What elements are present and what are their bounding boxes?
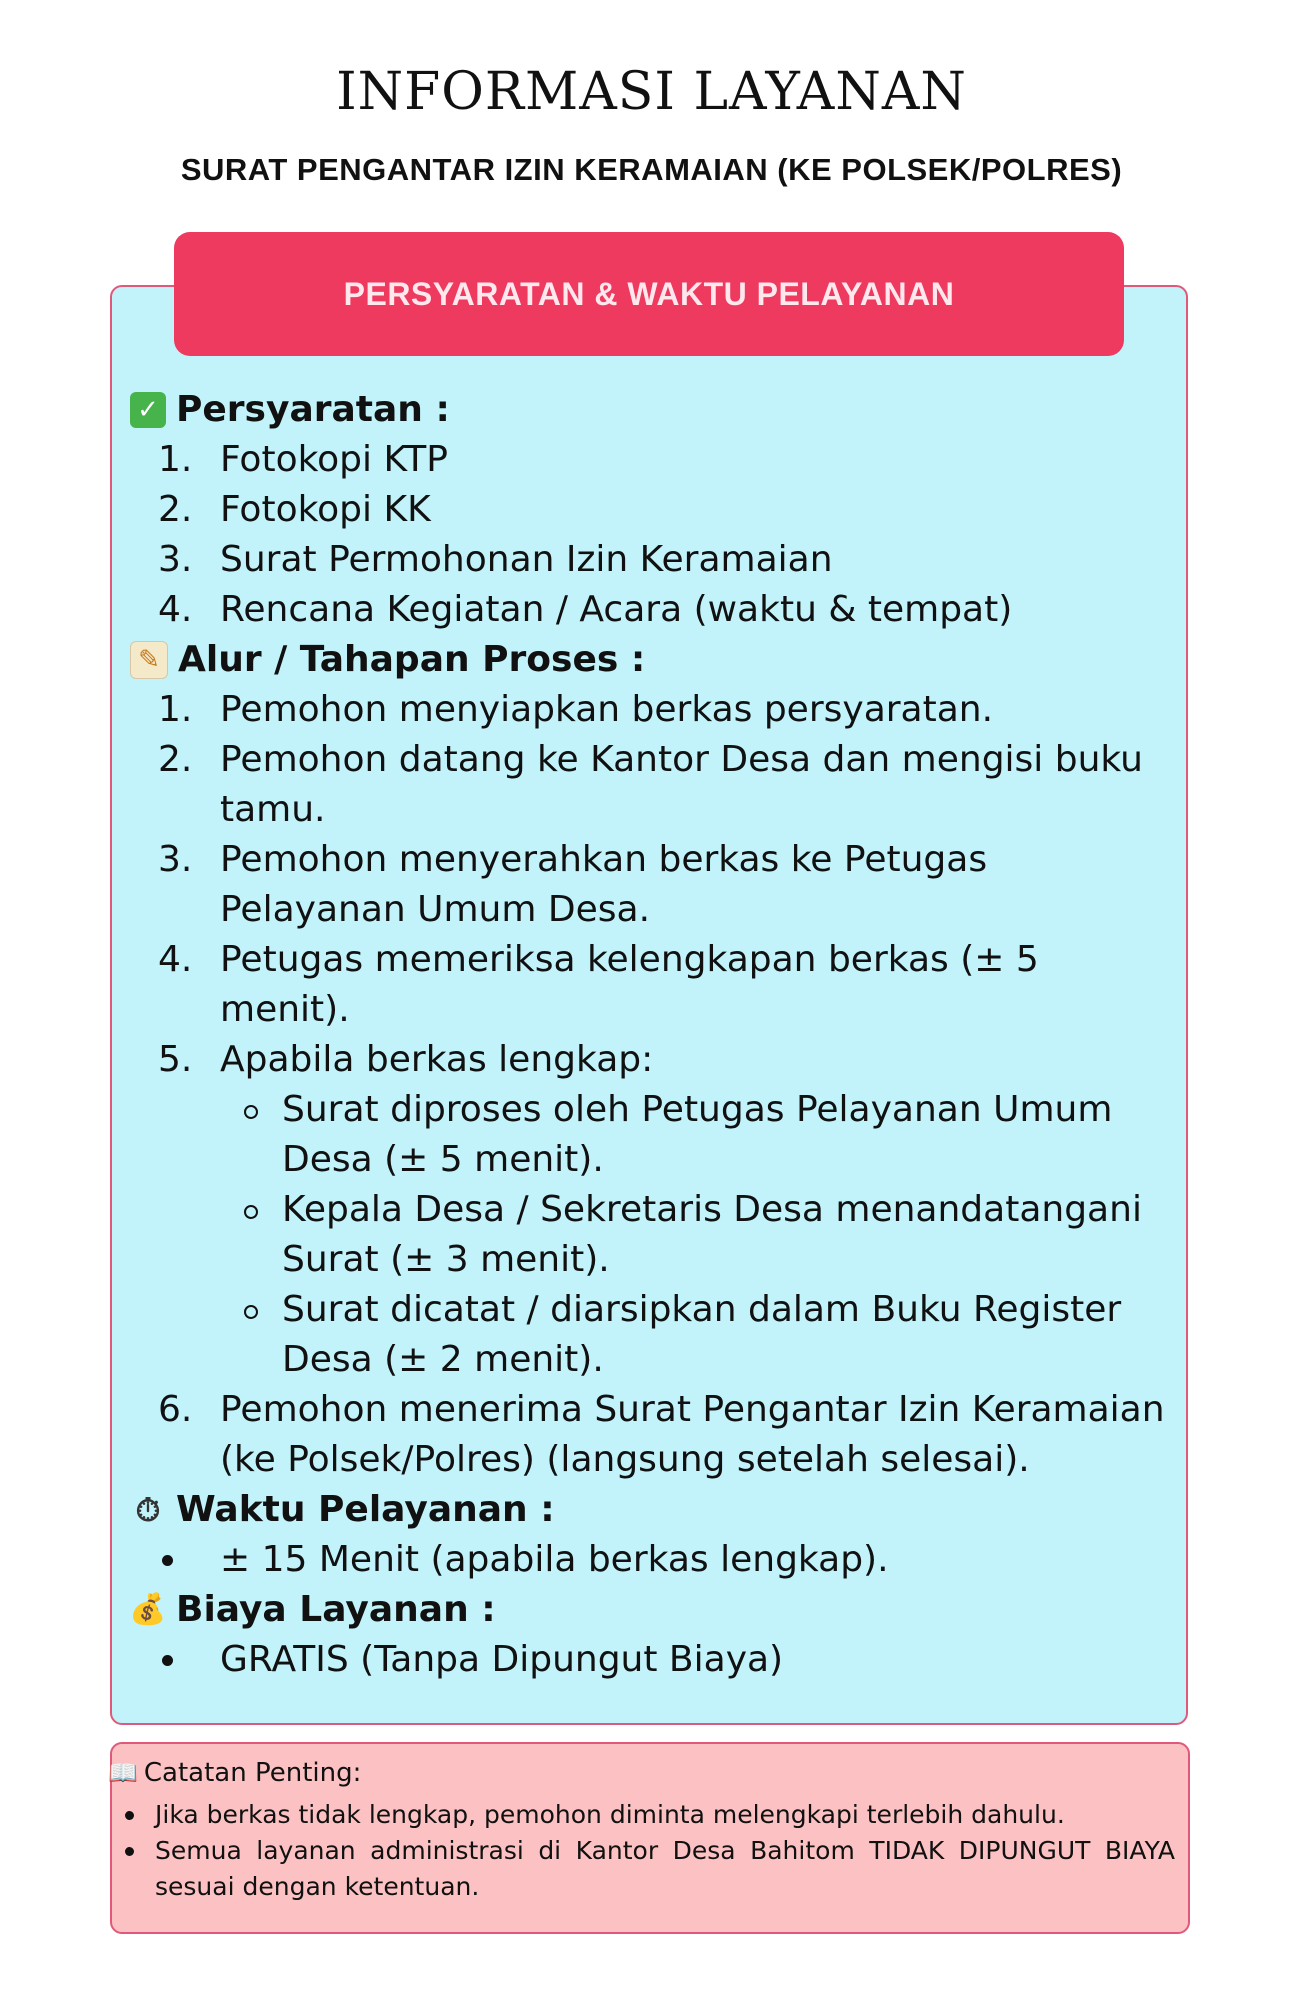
important-note-heading-text: Catatan Penting:: [143, 1758, 362, 1788]
service-fee-heading-text: Biaya Layanan :: [176, 1589, 496, 1630]
process-list: [130, 685, 1170, 1485]
sub-list-item: Surat dicatat / diarsipkan dalam Buku Register Desa (± 2 menit).: [220, 1285, 1170, 1385]
process-heading: [130, 635, 1170, 685]
important-note-list: [120, 1797, 1175, 1905]
sub-list-item: Kepala Desa / Sekretaris Desa menandatangani Surat (± 3 menit).: [220, 1185, 1170, 1285]
list-item: 1. Fotokopi KTP: [158, 439, 448, 480]
info-content: [130, 385, 1170, 1685]
section-banner-label: PERSYARATAN & WAKTU PELAYANAN: [343, 275, 955, 312]
service-time-heading-text: Waktu Pelayanan :: [176, 1489, 555, 1530]
requirements-list: [130, 435, 1170, 635]
service-time-list: [130, 1535, 1170, 1585]
process-sublist: [220, 1085, 1170, 1385]
sub-list-item: Surat diproses oleh Petugas Pelayanan Umum Desa (± 5 menit).: [220, 1085, 1170, 1185]
page-title: INFORMASI LAYANAN: [336, 62, 967, 122]
service-fee-heading: [130, 1585, 1170, 1635]
requirements-heading-text: Persyaratan :: [176, 389, 450, 430]
list-item: 2. Fotokopi KK: [158, 489, 431, 530]
process-heading-text: Alur / Tahapan Proses :: [178, 639, 646, 680]
list-item: 3. Surat Permohonan Izin Keramaian: [158, 539, 833, 580]
section-banner: [174, 232, 1124, 356]
list-item: Jika berkas tidak lengkap, pemohon diminta melengkapi terlebih dahulu.: [120, 1797, 1175, 1833]
list-item: GRATIS (Tanpa Dipungut Biaya): [158, 1635, 1170, 1685]
money-bag-icon: 💰: [129, 1592, 167, 1627]
important-note-heading: [108, 1758, 361, 1788]
service-time-heading: [130, 1485, 1170, 1535]
page-subtitle: SURAT PENGANTAR IZIN KERAMAIAN (KE POLSEK/POLRES): [180, 152, 1123, 187]
list-item: 1. Pemohon menyiapkan berkas persyaratan.: [158, 689, 994, 730]
list-item: 5. Apabila berkas lengkap: Surat diproses oleh Petugas Pelayanan Umum Desa (± 5 menit). Kepala Desa / Sekretaris Desa menandatangani Surat (± 3 menit). Surat dicatat / diarsipkan dalam Buku Register Desa (± 2 menit).: [158, 1035, 1170, 1385]
list-item: 6. Pemohon menerima Surat Pengantar Izin Keramaian (ke Polsek/Polres) (langsung setelah selesai).: [158, 1389, 1165, 1480]
stopwatch-icon: ⏱: [135, 1491, 161, 1529]
requirements-heading: [130, 385, 1170, 435]
list-item: Semua layanan administrasi di Kantor Desa Bahitom TIDAK DIPUNGUT BIAYA sesuai dengan ketentuan.: [120, 1833, 1175, 1905]
list-item: 3. Pemohon menyerahkan berkas ke Petugas Pelayanan Umum Desa.: [158, 839, 988, 930]
list-item: ± 15 Menit (apabila berkas lengkap).: [158, 1535, 1170, 1585]
memo-icon: ✎: [130, 641, 168, 679]
check-mark-icon: ✓: [130, 392, 166, 428]
list-item: 4. Petugas memeriksa kelengkapan berkas (± 5 menit).: [158, 939, 1039, 1030]
list-item: 2. Pemohon datang ke Kantor Desa dan mengisi buku tamu.: [158, 739, 1143, 830]
service-fee-list: [130, 1635, 1170, 1685]
open-book-icon: 📖: [108, 1759, 138, 1787]
list-item: 4. Rencana Kegiatan / Acara (waktu & tempat): [158, 589, 1013, 630]
